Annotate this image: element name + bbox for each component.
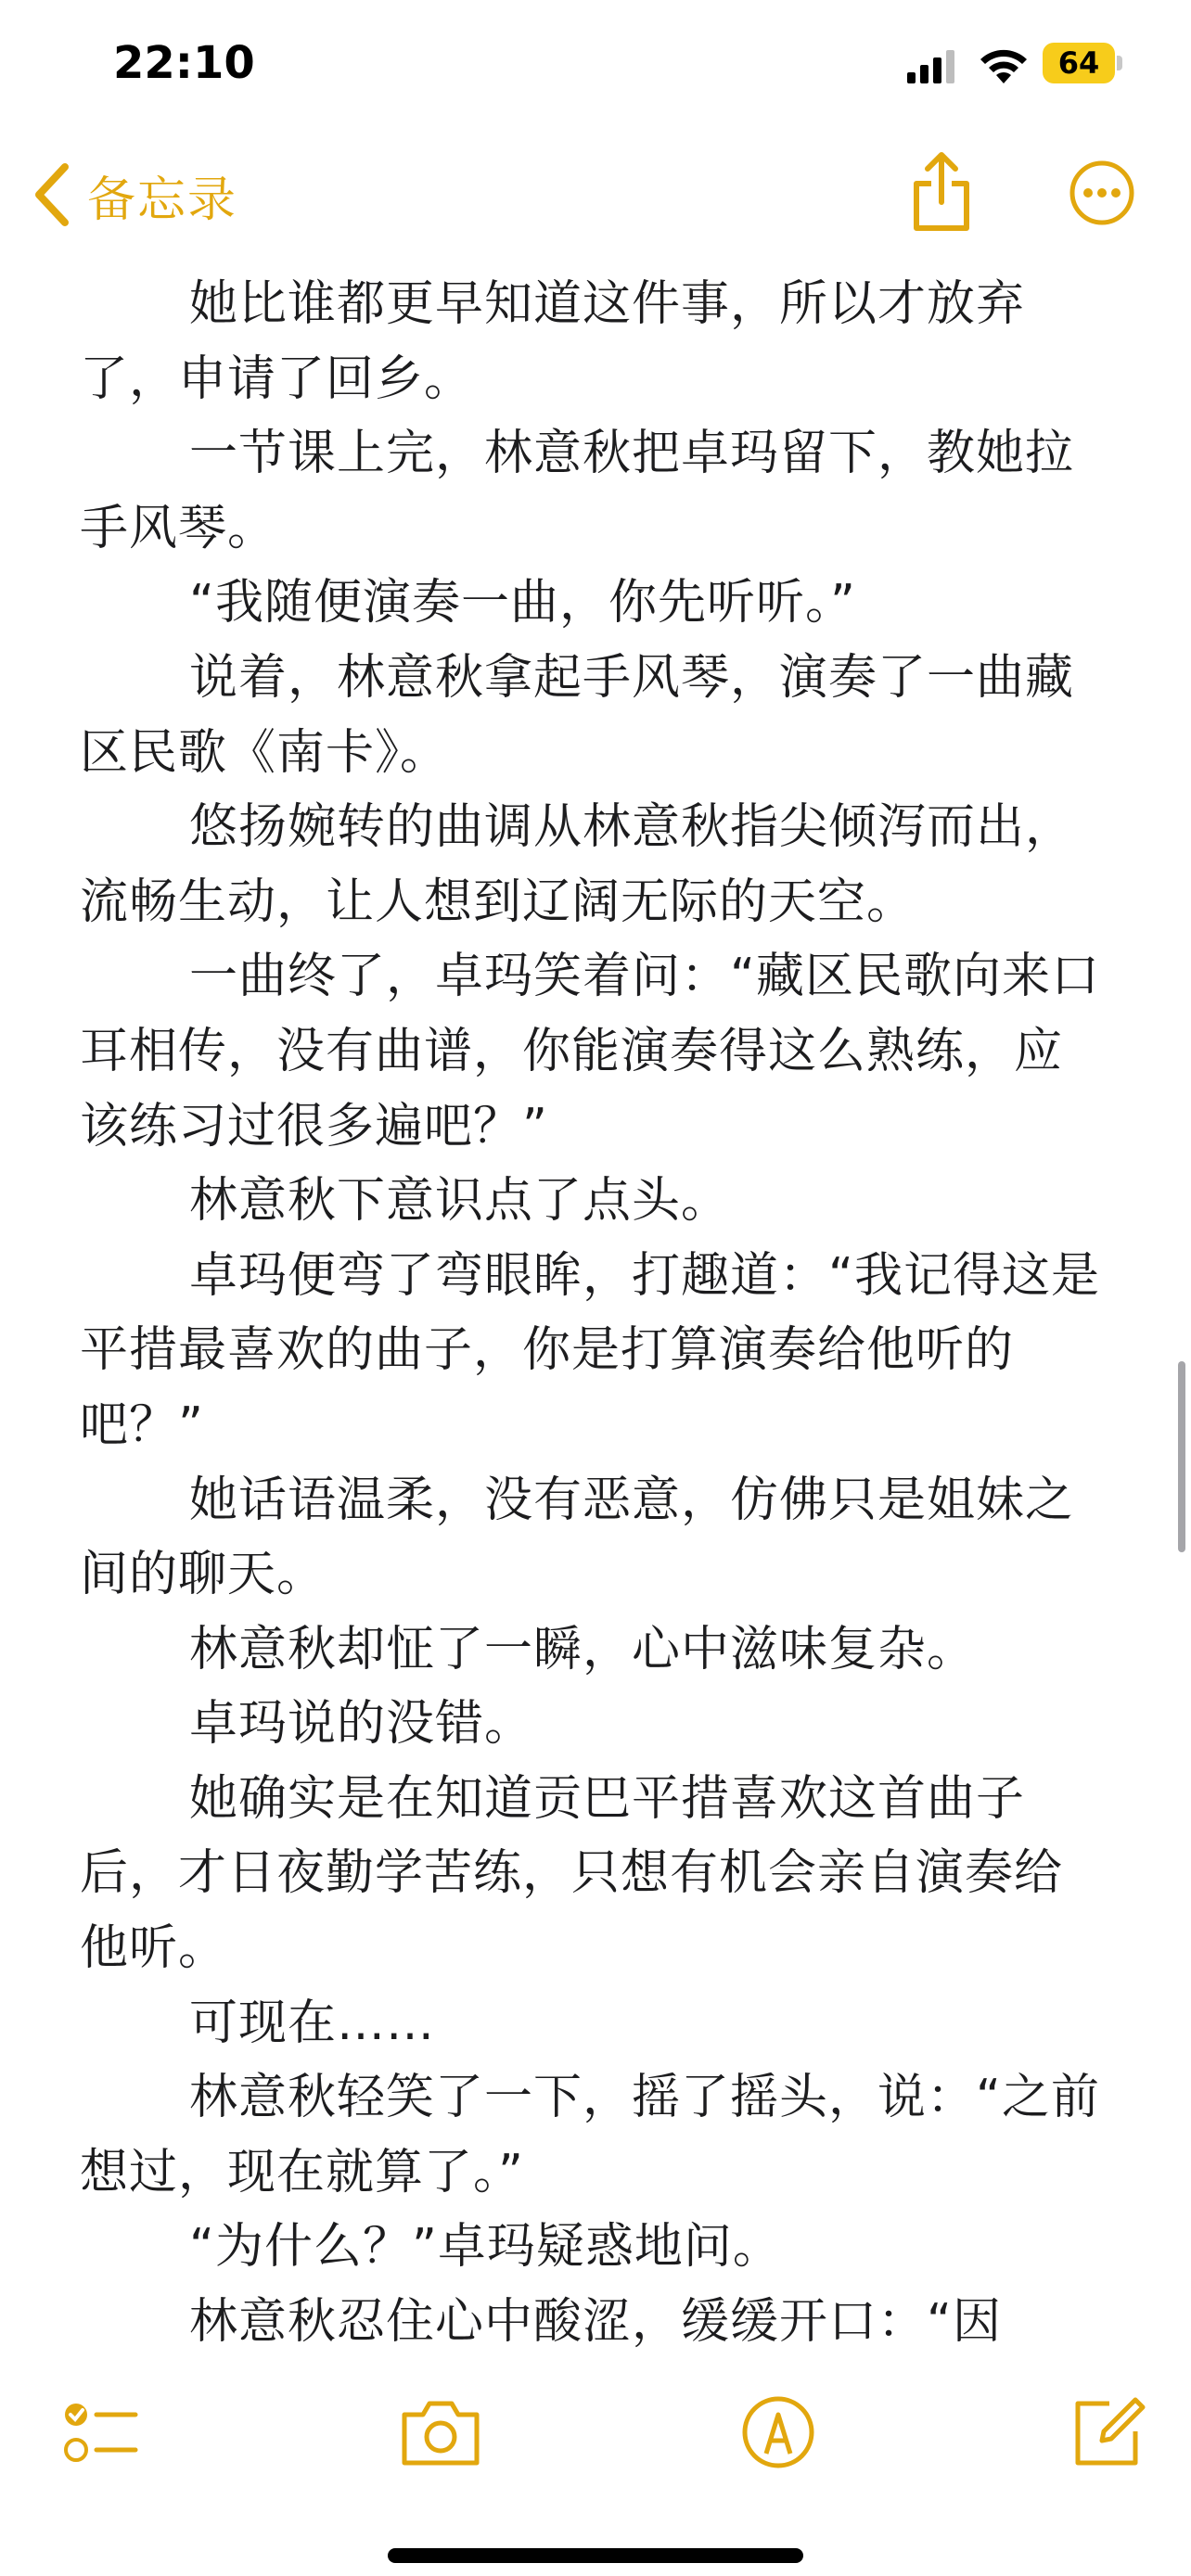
note-paragraph: 卓玛便弯了弯眼眸，打趣道：“我记得这是平措最喜欢的曲子，你是打算演奏给他听的吧？” bbox=[80, 1247, 1100, 1453]
note-paragraph: 一节课上完，林意秋把卓玛留下，教她拉手风琴。 bbox=[80, 426, 1075, 556]
bottom-toolbar bbox=[0, 2374, 1191, 2494]
battery-icon bbox=[1043, 43, 1122, 83]
back-button[interactable] bbox=[33, 159, 237, 230]
more-icon[interactable] bbox=[1069, 159, 1135, 226]
status-time: 22:10 bbox=[113, 37, 255, 89]
note-paragraph: 悠扬婉转的曲调从林意秋指尖倾泻而出，流畅生动，让人想到辽阔无际的天空。 bbox=[80, 799, 1075, 930]
nav-bar bbox=[0, 139, 1191, 250]
scrollbar[interactable] bbox=[1178, 1361, 1185, 1552]
note-paragraph: 她话语温柔，没有恶意，仿佛只是姐妹之间的聊天。 bbox=[80, 1472, 1075, 1603]
note-paragraph: “我随便演奏一曲，你先听听。” bbox=[189, 575, 856, 631]
note-paragraph: 说着，林意秋拿起手风琴，演奏了一曲藏区民歌《南卡》。 bbox=[80, 649, 1075, 781]
home-indicator bbox=[388, 2548, 803, 2563]
note-body[interactable] bbox=[80, 267, 1111, 2360]
camera-icon[interactable] bbox=[399, 2392, 482, 2472]
chevron-left-icon bbox=[33, 163, 70, 226]
note-paragraph: 林意秋忍住心中酸涩，缓缓开口：“因 bbox=[189, 2294, 1002, 2351]
checklist-icon[interactable] bbox=[61, 2392, 141, 2472]
note-paragraph: 林意秋轻笑了一下，摇了摇头，说：“之前想过，现在就算了。” bbox=[80, 2070, 1100, 2200]
note-paragraph: “为什么？”卓玛疑惑地问。 bbox=[189, 2219, 782, 2276]
note-paragraph: 一曲终了，卓玛笑着问：“藏区民歌向来口耳相传，没有曲谱，你能演奏得这么熟练，应该练习过很多遍吧？” bbox=[80, 949, 1100, 1154]
back-label: 备忘录 bbox=[87, 172, 238, 228]
note-paragraph: 卓玛说的没错。 bbox=[189, 1696, 534, 1753]
note-paragraph: 她确实是在知道贡巴平措喜欢这首曲子后，才日夜勤学苦练，只想有机会亲自演奏给他听。 bbox=[80, 1770, 1064, 1977]
share-icon[interactable] bbox=[909, 150, 974, 234]
note-paragraph: 可现在…… bbox=[189, 1995, 436, 2051]
markup-icon[interactable] bbox=[738, 2392, 818, 2472]
battery-level: 64 bbox=[1057, 45, 1100, 81]
note-paragraph: 林意秋却怔了一瞬，心中滋味复杂。 bbox=[189, 1621, 977, 1677]
wifi-icon bbox=[978, 46, 1030, 85]
cellular-signal-icon bbox=[907, 50, 955, 83]
note-paragraph: 林意秋下意识点了点头。 bbox=[189, 1173, 731, 1230]
note-paragraph: 她比谁都更早知道这件事，所以才放弃了，申请了回乡。 bbox=[80, 276, 1026, 407]
compose-icon[interactable] bbox=[1067, 2392, 1146, 2472]
status-bar bbox=[0, 0, 1191, 139]
